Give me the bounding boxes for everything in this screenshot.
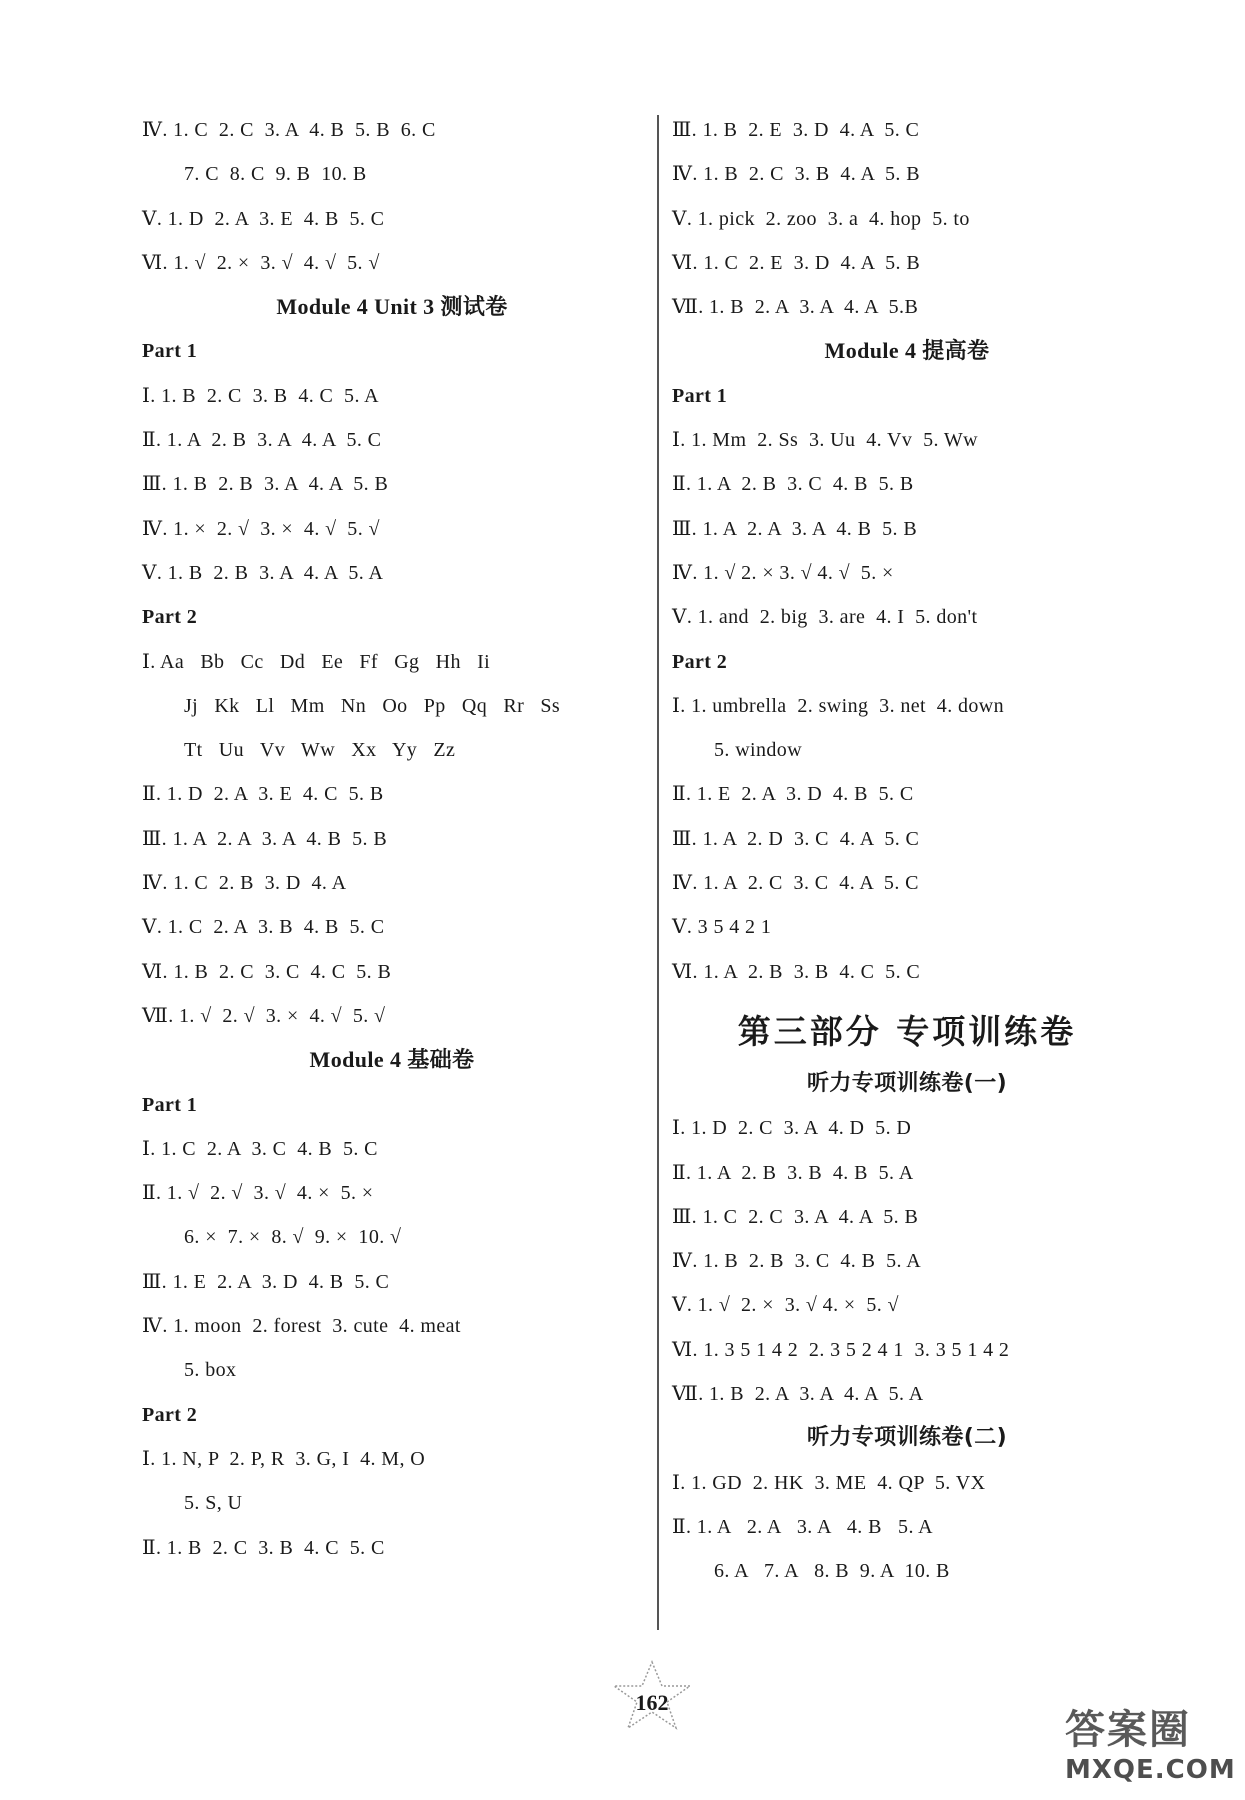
answer-line: Ⅶ. 1. B 2. A 3. A 4. A 5. A [672, 1383, 924, 1406]
part-label: Part 2 [142, 1403, 198, 1426]
part-heading: 第三部分 专项训练卷 [737, 1011, 1077, 1051]
section-title: Module 4 提高卷 [824, 338, 990, 364]
watermark-top: 答案圈 [1065, 1707, 1191, 1753]
answer-line: Ⅰ. 1. B 2. C 3. B 4. C 5. A [142, 384, 379, 407]
answer-line: Ⅳ. 1. √ 2. × 3. √ 4. √ 5. × [672, 561, 894, 584]
answer-line: Ⅴ. 1. and 2. big 3. are 4. I 5. don't [672, 606, 978, 629]
answer-line-continued: 7. C 8. C 9. B 10. B [184, 163, 367, 186]
part-label: Part 1 [672, 384, 728, 407]
answer-line: Ⅲ. 1. B 2. B 3. A 4. A 5. B [142, 473, 389, 496]
answer-line: Ⅲ. 1. C 2. C 3. A 4. A 5. B [672, 1205, 919, 1228]
page-number: 162 [635, 1690, 669, 1715]
part-label: Part 1 [142, 340, 198, 363]
answer-line: Ⅳ. 1. A 2. C 3. C 4. A 5. C [672, 872, 919, 895]
answer-line: Ⅱ. 1. A 2. A 3. A 4. B 5. A [672, 1515, 933, 1538]
answer-line-continued: 6. A 7. A 8. B 9. A 10. B [714, 1560, 950, 1583]
left-column [142, 108, 642, 1570]
answer-line-continued: 5. box [184, 1359, 237, 1382]
answer-line: Ⅳ. 1. × 2. √ 3. × 4. √ 5. √ [142, 517, 380, 540]
answer-line: Ⅲ. 1. E 2. A 3. D 4. B 5. C [142, 1270, 390, 1293]
answer-line-continued: 5. window [714, 739, 803, 762]
section-title: Module 4 Unit 3 测试卷 [276, 294, 508, 320]
answer-line: Ⅵ. 1. √ 2. × 3. √ 4. √ 5. √ [142, 251, 380, 274]
answer-line: Ⅲ. 1. A 2. D 3. C 4. A 5. C [672, 827, 920, 850]
answer-line: Ⅳ. 1. C 2. B 3. D 4. A [142, 872, 347, 895]
answer-line: Ⅵ. 1. C 2. E 3. D 4. A 5. B [672, 251, 921, 274]
answer-line: Ⅱ. 1. D 2. A 3. E 4. C 5. B [142, 783, 384, 806]
answer-line: Ⅱ. 1. E 2. A 3. D 4. B 5. C [672, 783, 914, 806]
right-column [672, 108, 1142, 1594]
answer-line: Ⅶ. 1. B 2. A 3. A 4. A 5.B [672, 296, 919, 319]
part-label: Part 1 [142, 1093, 198, 1116]
answer-line: Ⅵ. 1. 3 5 1 4 2 2. 3 5 2 4 1 3. 3 5 1 4 2 [672, 1338, 1010, 1361]
watermark-logo [1065, 1698, 1240, 1798]
answer-line: Ⅱ. 1. A 2. B 3. A 4. A 5. C [142, 429, 382, 452]
answer-line: Ⅰ. Aa Bb Cc Dd Ee Ff Gg Hh Ii [142, 650, 491, 673]
answer-line: Ⅰ. 1. Mm 2. Ss 3. Uu 4. Vv 5. Ww [672, 429, 979, 452]
answer-line: Ⅵ. 1. A 2. B 3. B 4. C 5. C [672, 960, 921, 983]
answer-line: Ⅲ. 1. A 2. A 3. A 4. B 5. B [142, 827, 388, 850]
answer-line: Ⅴ. 1. pick 2. zoo 3. a 4. hop 5. to [672, 207, 970, 230]
answer-line-continued: 6. × 7. × 8. √ 9. × 10. √ [184, 1226, 402, 1249]
answer-line: Ⅰ. 1. D 2. C 3. A 4. D 5. D [672, 1117, 912, 1140]
answer-line: Ⅲ. 1. A 2. A 3. A 4. B 5. B [672, 517, 918, 540]
subsection-title: 听力专项训练卷(一) [806, 1070, 1008, 1096]
answer-line-continued: Jj Kk Ll Mm Nn Oo Pp Qq Rr Ss [184, 694, 561, 717]
answer-line: Ⅱ. 1. B 2. C 3. B 4. C 5. C [142, 1536, 385, 1559]
answer-line-continued: 5. S, U [184, 1492, 243, 1515]
section-title: Module 4 基础卷 [309, 1047, 475, 1073]
answer-line: Ⅴ. 3 5 4 2 1 [672, 916, 772, 939]
answer-line: Ⅰ. 1. GD 2. HK 3. ME 4. QP 5. VX [672, 1471, 986, 1494]
watermark-bottom: MXQE.COM [1065, 1755, 1236, 1785]
answer-line: Ⅰ. 1. umbrella 2. swing 3. net 4. down [672, 694, 1005, 717]
answer-line: Ⅴ. 1. D 2. A 3. E 4. B 5. C [142, 207, 385, 230]
answer-line: Ⅳ. 1. moon 2. forest 3. cute 4. meat [142, 1315, 461, 1338]
part-label: Part 2 [142, 606, 198, 629]
answer-line: Ⅳ. 1. B 2. B 3. C 4. B 5. A [672, 1250, 922, 1273]
answer-line: Ⅳ. 1. C 2. C 3. A 4. B 5. B 6. C [142, 119, 436, 141]
answer-line: Ⅰ. 1. N, P 2. P, R 3. G, I 4. M, O [142, 1447, 426, 1470]
answer-line-continued: Tt Uu Vv Ww Xx Yy Zz [184, 739, 456, 762]
answer-line: Ⅳ. 1. B 2. C 3. B 4. A 5. B [672, 163, 920, 186]
answer-line: Ⅰ. 1. C 2. A 3. C 4. B 5. C [142, 1137, 378, 1160]
answer-line: Ⅴ. 1. √ 2. × 3. √ 4. × 5. √ [672, 1294, 899, 1317]
subsection-title: 听力专项训练卷(二) [806, 1425, 1008, 1451]
answer-line: Ⅵ. 1. B 2. C 3. C 4. C 5. B [142, 960, 392, 983]
answer-line: Ⅴ. 1. B 2. B 3. A 4. A 5. A [142, 561, 384, 584]
answer-line: Ⅱ. 1. A 2. B 3. C 4. B 5. B [672, 473, 914, 496]
answer-line: Ⅶ. 1. √ 2. √ 3. × 4. √ 5. √ [142, 1004, 386, 1027]
answer-line: Ⅴ. 1. C 2. A 3. B 4. B 5. C [142, 916, 385, 939]
answer-line: Ⅱ. 1. A 2. B 3. B 4. B 5. A [672, 1161, 914, 1184]
part-label: Part 2 [672, 650, 728, 673]
answer-line: Ⅱ. 1. √ 2. √ 3. √ 4. × 5. × [142, 1182, 374, 1205]
answer-line: Ⅲ. 1. B 2. E 3. D 4. A 5. C [672, 119, 920, 141]
column-divider [657, 115, 659, 1630]
